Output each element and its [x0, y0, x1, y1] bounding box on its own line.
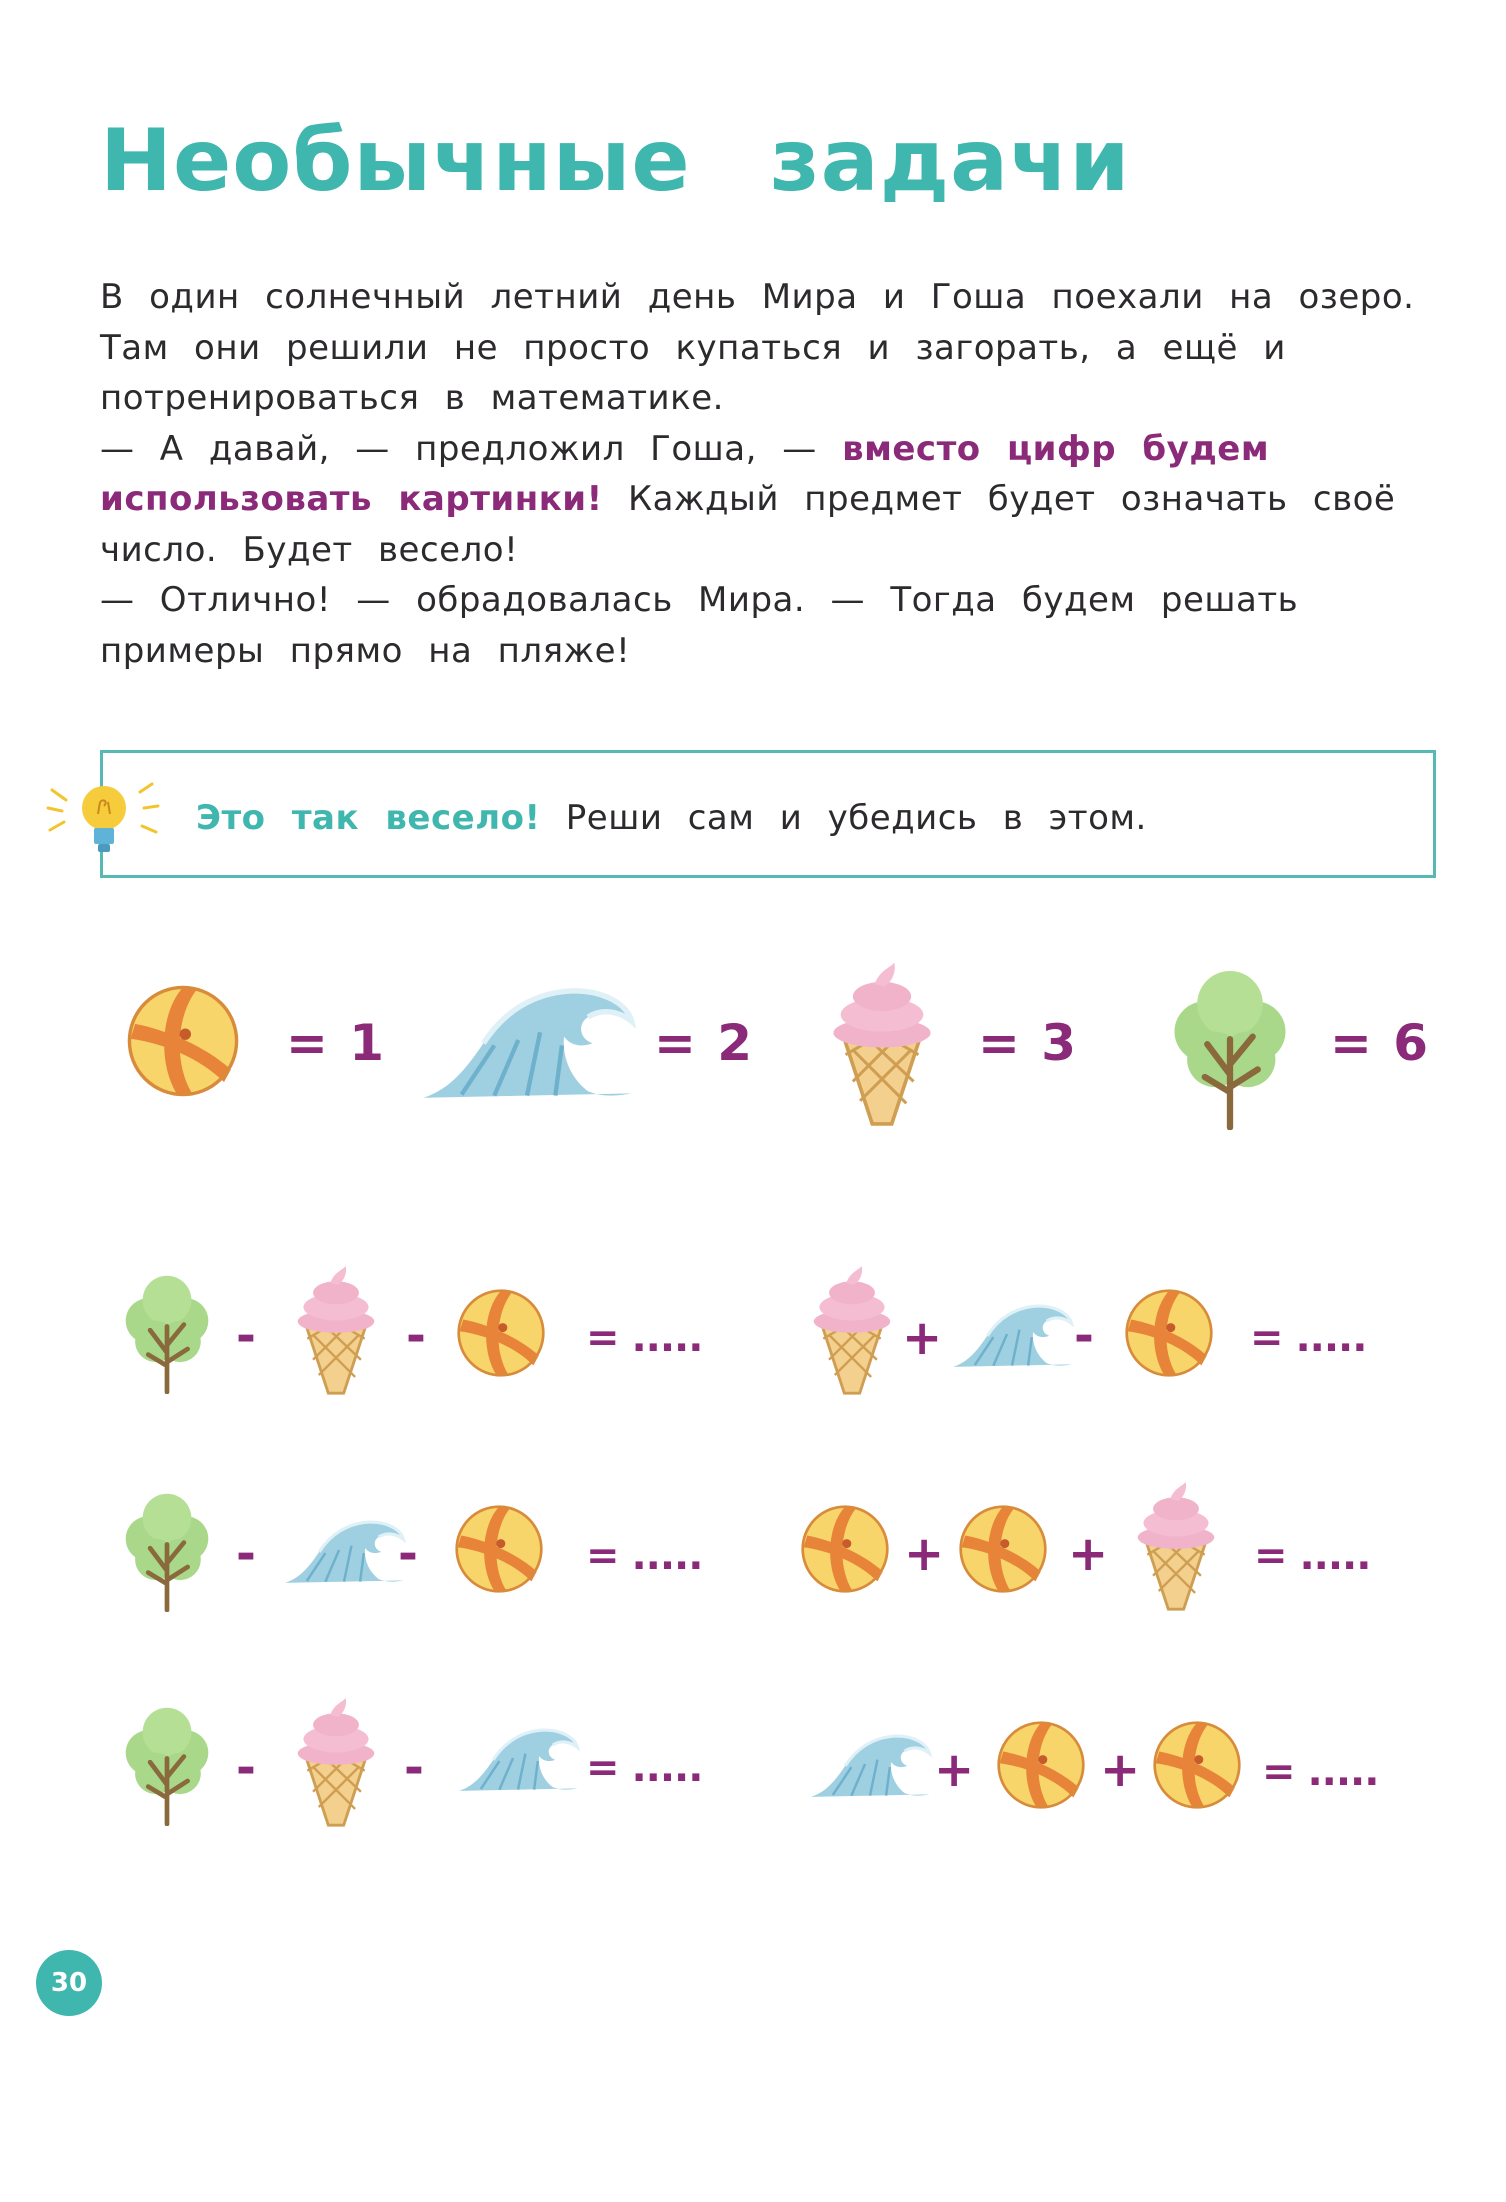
- tree-icon: [120, 1490, 214, 1612]
- wave-icon: [456, 1722, 580, 1794]
- tree-icon: [1166, 966, 1294, 1130]
- story-text: [100, 272, 1420, 676]
- legend-value-ice-cream: = 3: [978, 1014, 1079, 1072]
- story-dialogue-end: Каждый предмет будет означать своё число. Будет весело!: [100, 479, 1396, 570]
- legend-value-ball: = 1: [286, 1014, 387, 1072]
- answer-blank: = .....: [586, 1745, 703, 1791]
- minus-sign: -: [406, 1308, 426, 1364]
- ball-icon: [1152, 1720, 1242, 1810]
- minus-sign: -: [398, 1526, 418, 1582]
- wave-icon: [282, 1514, 406, 1586]
- tip-text: [196, 798, 1147, 838]
- answer-blank: = .....: [586, 1315, 703, 1361]
- minus-sign: -: [1074, 1308, 1094, 1364]
- ice-cream-icon: [820, 960, 944, 1130]
- tree-icon: [120, 1272, 214, 1394]
- story-highlight: вместо цифр будем использовать картинки!: [100, 428, 1270, 519]
- plus-sign: +: [902, 1310, 943, 1366]
- plus-sign: +: [1068, 1526, 1109, 1582]
- story-paragraph-1: В один солнечный летний день Мира и Гоша поехали на озеро. Там они решили не просто купаться и загорать, а ещё и потренироваться в математике.: [100, 277, 1415, 418]
- ball-icon: [126, 984, 240, 1098]
- page-number: 30: [36, 1950, 102, 2016]
- story-dialogue: — А давай, — предложил Гоша, —: [100, 428, 843, 469]
- ball-icon: [454, 1504, 544, 1594]
- page-title: Необычные задачи: [100, 111, 1131, 211]
- ice-cream-icon: [804, 1264, 900, 1398]
- ball-icon: [800, 1504, 890, 1594]
- tip-accent: Это так весело!: [196, 798, 541, 838]
- story-paragraph-3: — Отлично! — обрадовалась Мира. — Тогда будем решать примеры прямо на пляже!: [100, 580, 1299, 671]
- wave-icon: [418, 980, 636, 1100]
- tree-icon: [120, 1704, 214, 1826]
- minus-sign: -: [404, 1740, 424, 1796]
- answer-blank: = .....: [1262, 1749, 1379, 1795]
- answer-blank: = .....: [1254, 1533, 1371, 1579]
- ice-cream-icon: [1128, 1480, 1224, 1614]
- ball-icon: [996, 1720, 1086, 1810]
- legend-value-tree: = 6: [1330, 1014, 1431, 1072]
- ice-cream-icon: [288, 1264, 384, 1398]
- answer-blank: = .....: [1250, 1315, 1367, 1361]
- wave-icon: [950, 1298, 1074, 1370]
- answer-blank: = .....: [586, 1533, 703, 1579]
- ice-cream-icon: [288, 1696, 384, 1830]
- wave-icon: [808, 1728, 932, 1800]
- plus-sign: +: [904, 1526, 945, 1582]
- plus-sign: +: [934, 1742, 975, 1798]
- legend-value-wave: = 2: [654, 1014, 755, 1072]
- plus-sign: +: [1100, 1742, 1141, 1798]
- tip-instruction: Реши сам и убедись в этом.: [540, 798, 1147, 838]
- minus-sign: -: [236, 1740, 256, 1796]
- story-paragraph-2: [100, 424, 1420, 576]
- minus-sign: -: [236, 1308, 256, 1364]
- ball-icon: [1124, 1288, 1214, 1378]
- lightbulb-icon: [44, 778, 164, 860]
- minus-sign: -: [236, 1526, 256, 1582]
- ball-icon: [958, 1504, 1048, 1594]
- ball-icon: [456, 1288, 546, 1378]
